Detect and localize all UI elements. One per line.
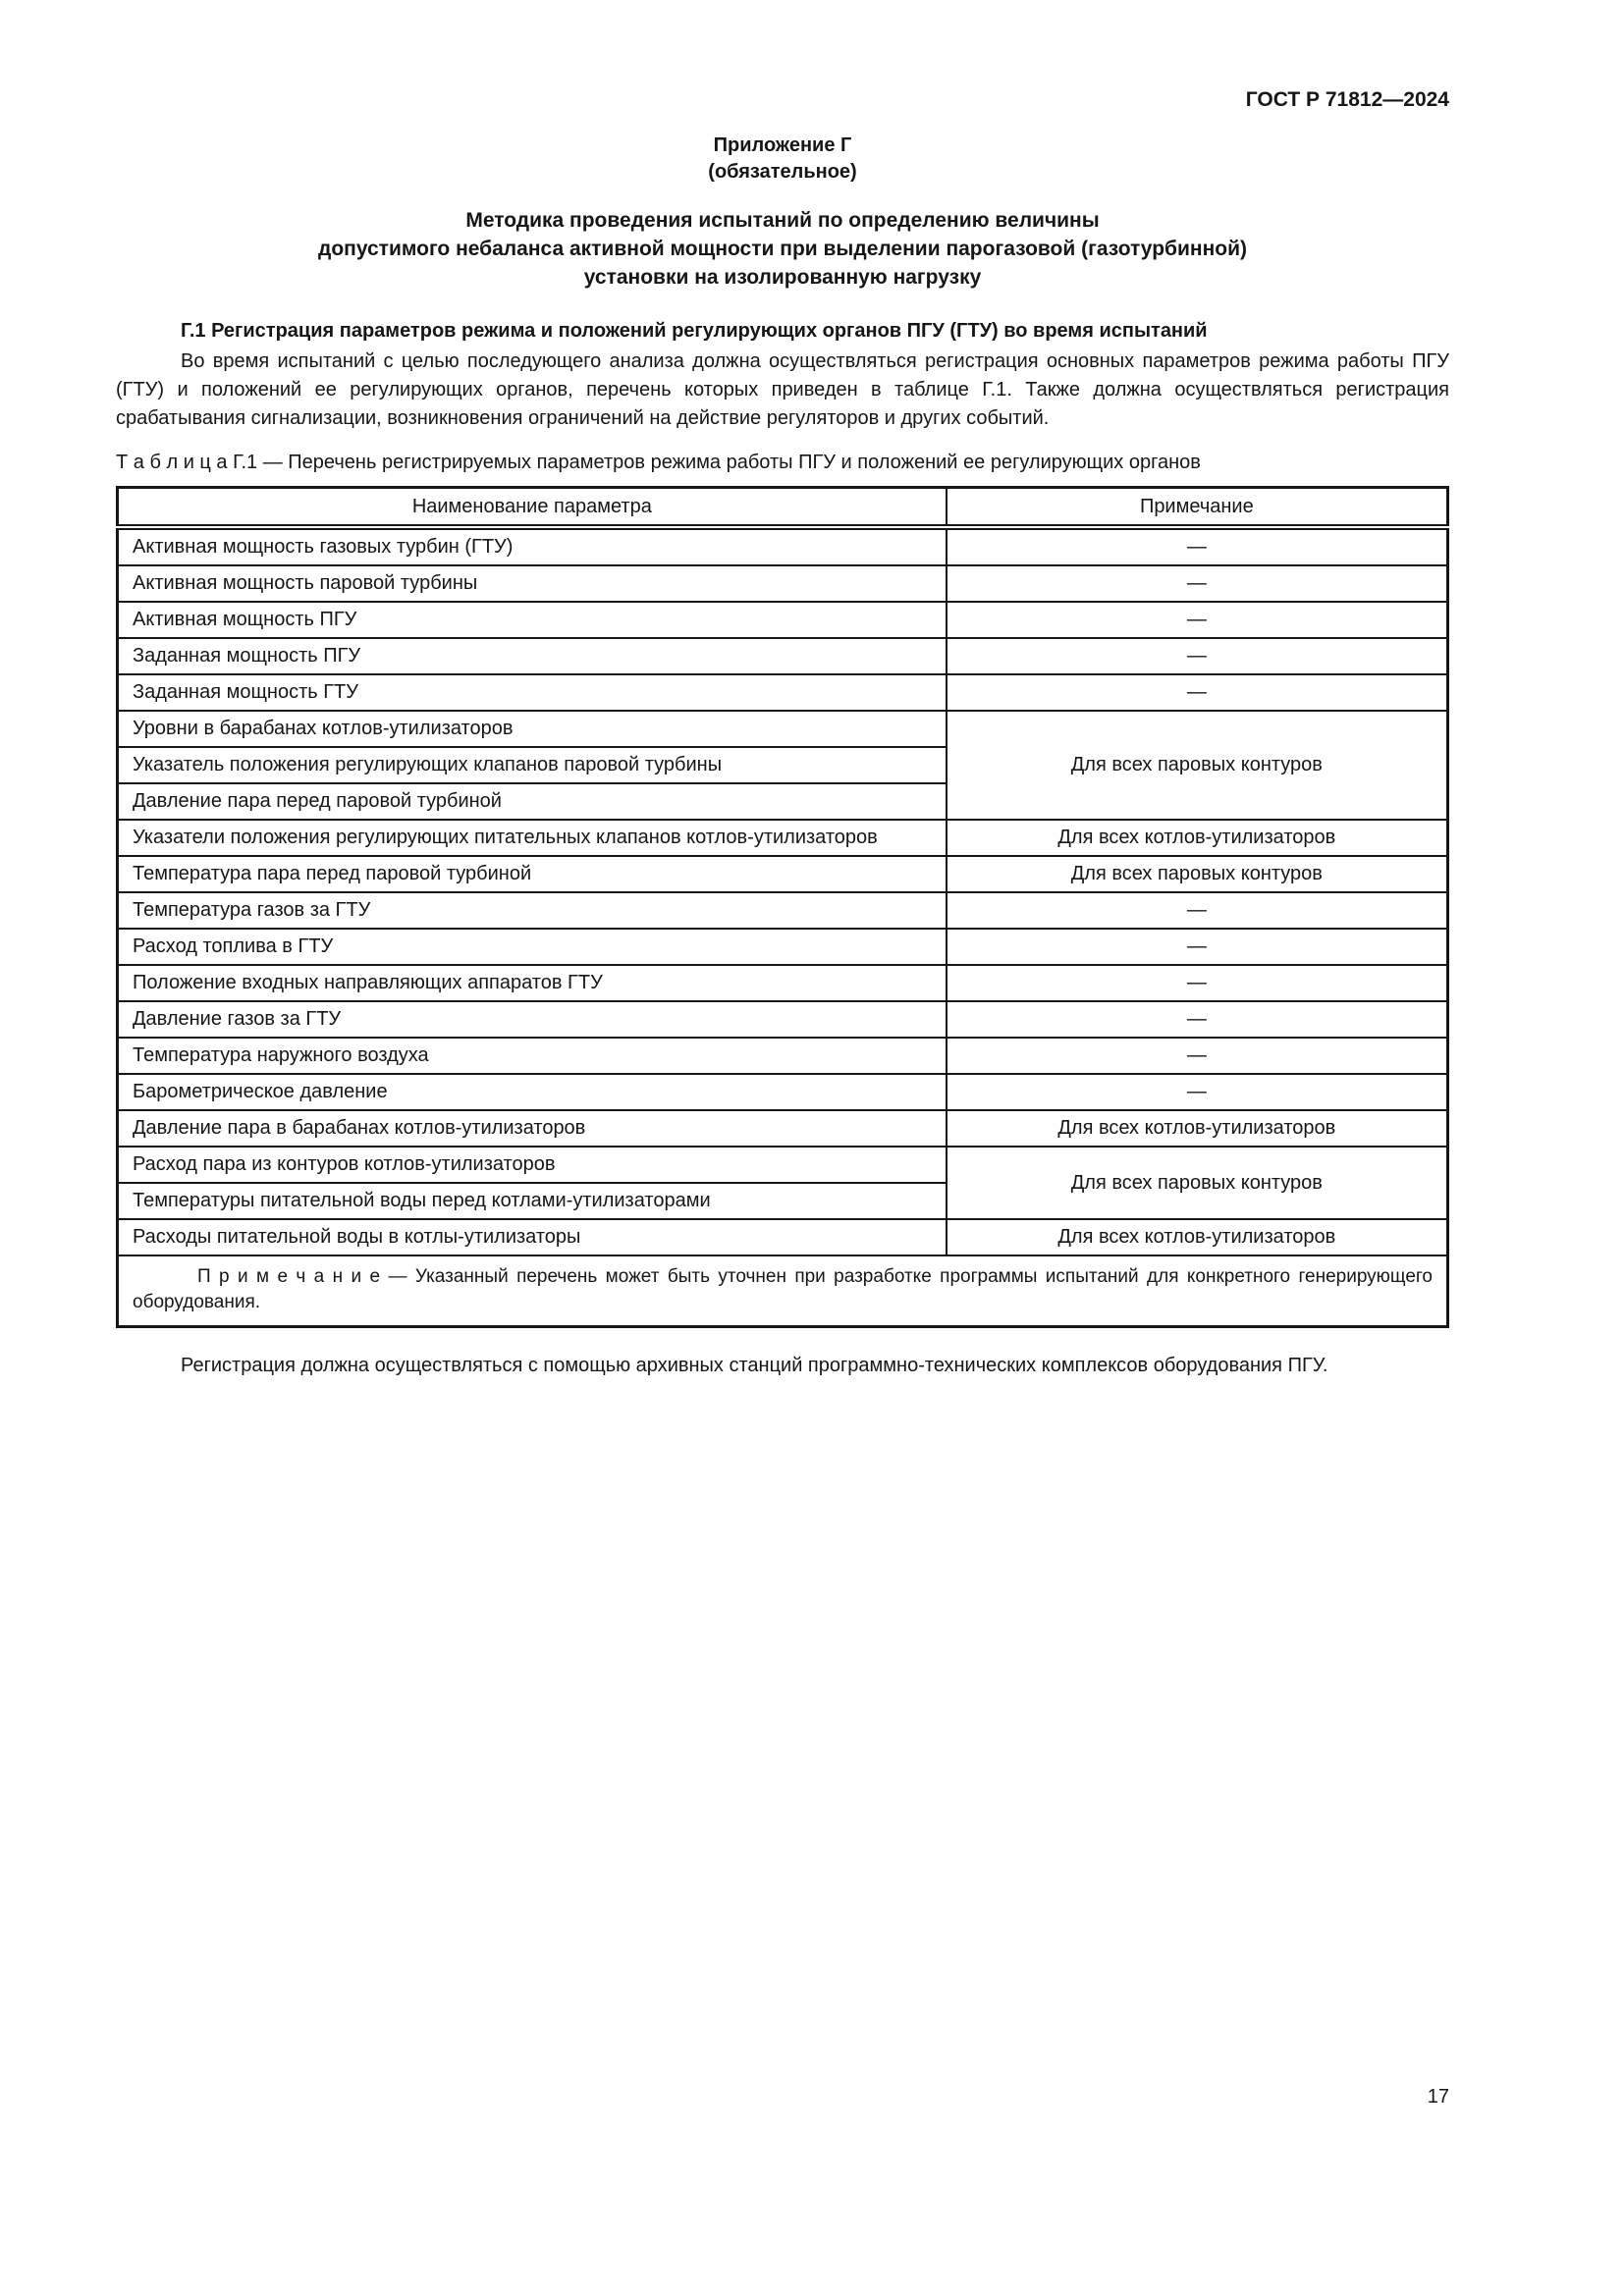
param-name-cell: Активная мощность газовых турбин (ГТУ) (118, 527, 947, 565)
title-line-3: установки на изолированную нагрузку (583, 266, 982, 289)
param-name-cell: Заданная мощность ГТУ (118, 674, 947, 711)
table-row (118, 1110, 1448, 1147)
param-name-cell: Активная мощность паровой турбины (118, 565, 947, 602)
table-row (118, 711, 1448, 747)
param-name-cell: Температура газов за ГТУ (118, 892, 947, 929)
param-note-cell: Для всех паровых контуров (947, 1147, 1448, 1219)
param-note-cell: Для всех паровых контуров (947, 856, 1448, 892)
col-header-note: Примечание (947, 488, 1448, 528)
param-note-cell: — (947, 929, 1448, 965)
title-line-2: допустимого небаланса активной мощности при выделении парогазовой (газотурбинной) (317, 238, 1248, 260)
table-footnote (133, 1264, 1433, 1315)
table-row (118, 1147, 1448, 1183)
table-row (118, 929, 1448, 965)
param-name-cell: Указатели положения регулирующих питательных клапанов котлов-утилизаторов (118, 820, 947, 856)
page-number: 17 (1427, 2086, 1449, 2108)
col-header-parameter: Наименование параметра (118, 488, 947, 528)
section-heading: Г.1 Регистрация параметров режима и положений регулирующих органов ПГУ (ГТУ) во время испытаний (181, 320, 1208, 342)
param-note-cell: Для всех котлов-утилизаторов (947, 820, 1448, 856)
closing-paragraph: Регистрация должна осуществляться с помощью архивных станций программно-технических комплексов оборудования ПГУ. (181, 1355, 1328, 1376)
param-note-cell: — (947, 565, 1448, 602)
param-note-cell: Для всех котлов-утилизаторов (947, 1219, 1448, 1255)
table-row (118, 602, 1448, 638)
table-footnote-cell (118, 1255, 1448, 1327)
footnote-label: П р и м е ч а н и е (197, 1266, 381, 1287)
table-footnote-row (118, 1255, 1448, 1327)
param-note-cell: — (947, 1001, 1448, 1038)
param-name-cell: Температуры питательной воды перед котлами-утилизаторами (118, 1183, 947, 1219)
param-note-cell: — (947, 1038, 1448, 1074)
table-row (118, 1219, 1448, 1255)
table-row (118, 674, 1448, 711)
table-body (118, 527, 1448, 1255)
param-name-cell: Уровни в барабанах котлов-утилизаторов (118, 711, 947, 747)
param-name-cell: Расход пара из контуров котлов-утилизаторов (118, 1147, 947, 1183)
param-note-cell: — (947, 527, 1448, 565)
param-name-cell: Активная мощность ПГУ (118, 602, 947, 638)
param-name-cell: Давление пара перед паровой турбиной (118, 783, 947, 820)
title-line-1: Методика проведения испытаний по определению величины (465, 209, 1100, 232)
table-row (118, 1001, 1448, 1038)
param-name-cell: Температура наружного воздуха (118, 1038, 947, 1074)
doc-code: ГОСТ Р 71812—2024 (1245, 88, 1449, 111)
section-paragraph: Во время испытаний с целью последующего анализа должна осуществляться регистрация основных параметров режима работы ПГУ (ГТУ) и положений ее регулирующих органов, перечень которых приведен в таблице Г.1. Также должна осуществляться регистрация срабатывания сигнализации, возникновения ограничений на действие регуляторов и других событий. (116, 350, 1449, 429)
table-row (118, 565, 1448, 602)
param-note-cell: — (947, 1074, 1448, 1110)
table-row (118, 856, 1448, 892)
table-row (118, 638, 1448, 674)
param-name-cell: Положение входных направляющих аппаратов ГТУ (118, 965, 947, 1001)
param-note-cell: — (947, 965, 1448, 1001)
appendix-kind: (обязательное) (708, 161, 857, 183)
param-note-cell: — (947, 674, 1448, 711)
param-note-cell: Для всех паровых контуров (947, 711, 1448, 820)
table-row (118, 1038, 1448, 1074)
document-title (116, 206, 1449, 292)
param-name-cell: Давление пара в барабанах котлов-утилизаторов (118, 1110, 947, 1147)
table-row (118, 527, 1448, 565)
param-name-cell: Температура пара перед паровой турбиной (118, 856, 947, 892)
param-name-cell: Барометрическое давление (118, 1074, 947, 1110)
table-caption (116, 449, 1449, 476)
param-name-cell: Расход топлива в ГТУ (118, 929, 947, 965)
table-header-row (118, 488, 1448, 528)
param-name-cell: Заданная мощность ПГУ (118, 638, 947, 674)
table-row (118, 1074, 1448, 1110)
params-table (116, 486, 1449, 1328)
footnote-text: — Указанный перечень может быть уточнен при разработке программы испытаний для конкретного генерирующего оборудования. (133, 1266, 1433, 1312)
appendix-label: Приложение Г (713, 134, 852, 156)
table-row (118, 965, 1448, 1001)
param-name-cell: Давление газов за ГТУ (118, 1001, 947, 1038)
param-note-cell: — (947, 602, 1448, 638)
param-note-cell: — (947, 638, 1448, 674)
param-name-cell: Указатель положения регулирующих клапанов паровой турбины (118, 747, 947, 783)
param-note-cell: — (947, 892, 1448, 929)
table-row (118, 820, 1448, 856)
table-caption-label: Т а б л и ц а Г.1 (116, 452, 258, 473)
param-note-cell: Для всех котлов-утилизаторов (947, 1110, 1448, 1147)
param-name-cell: Расходы питательной воды в котлы-утилизаторы (118, 1219, 947, 1255)
table-caption-text: — Перечень регистрируемых параметров режима работы ПГУ и положений ее регулирующих органов (262, 452, 1201, 473)
table-row (118, 892, 1448, 929)
